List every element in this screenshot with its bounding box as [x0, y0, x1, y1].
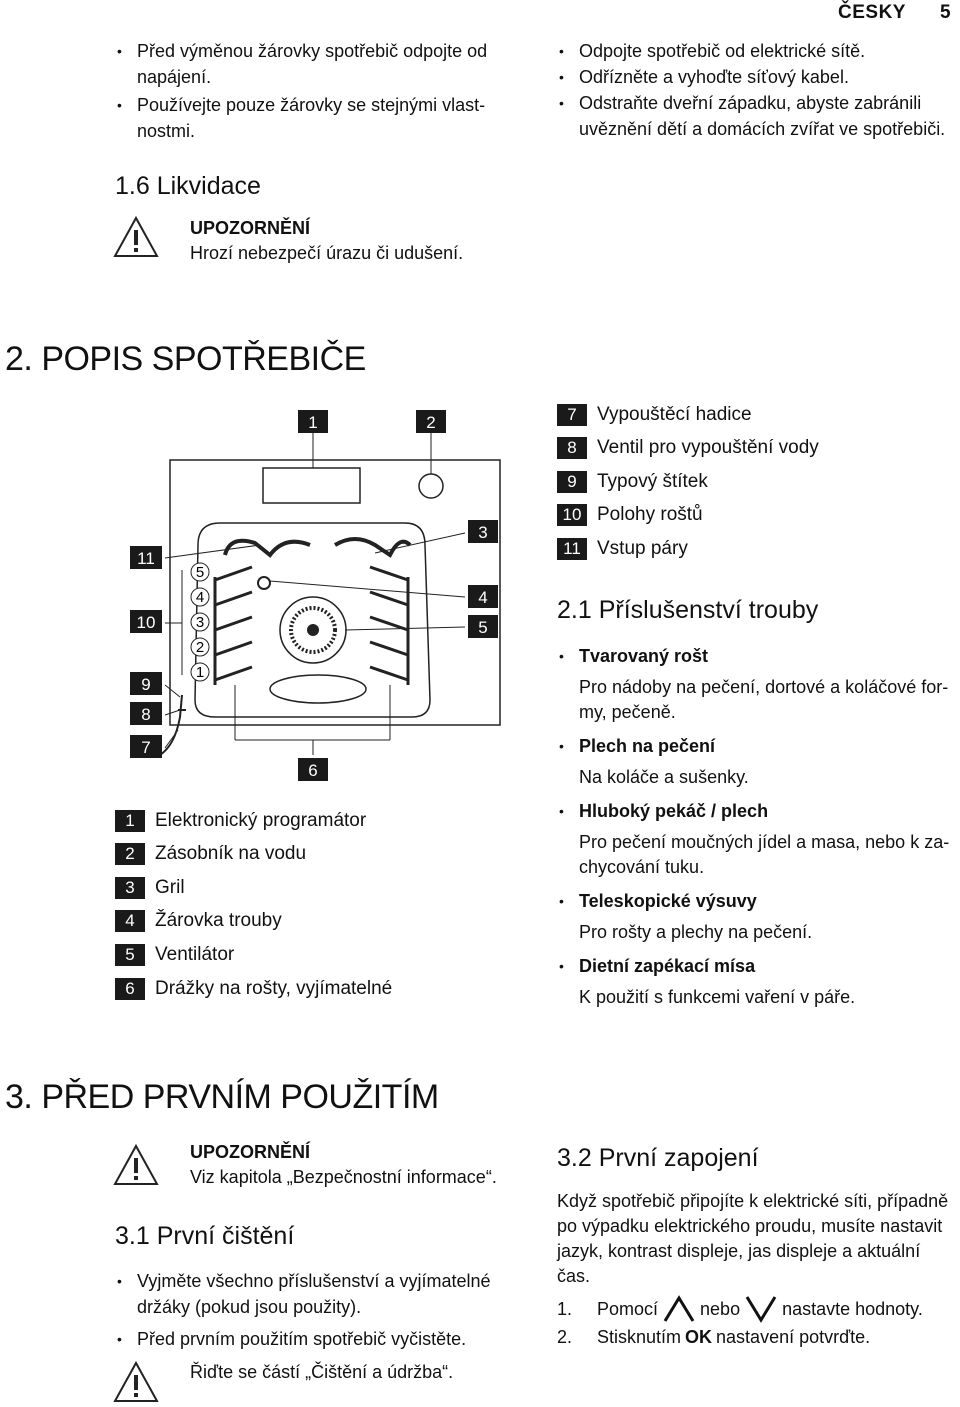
accessories-list — [557, 643, 957, 1010]
legend-text: Zásobník na vodu — [155, 843, 307, 864]
legend-text: Elektronický programátor — [155, 810, 367, 831]
legend-text: Drážky na rošty, vyjímatelné — [155, 978, 393, 999]
callout-label: 7 — [141, 738, 151, 757]
list-item — [557, 643, 957, 725]
chevron-down-icon — [743, 1294, 779, 1324]
callout-label: 2 — [426, 413, 436, 432]
legend-number: 10 — [557, 504, 587, 526]
section-title: Likvidace — [156, 172, 261, 200]
list-item: • Před výměnou žárovky spotřebič odpojte od napájení. — [115, 38, 515, 90]
callout-label: 5 — [478, 618, 488, 637]
legend-number: 1 — [115, 810, 145, 832]
oven-cavity — [195, 523, 430, 717]
fan-hub — [307, 624, 319, 636]
accessory-title: • Dietní zapékací mísa — [579, 956, 756, 976]
grill-element — [225, 539, 410, 555]
step-1 — [557, 1294, 923, 1324]
accessory-desc: K použití s funkcemi vaření v páře. — [579, 987, 856, 1007]
step-text: nastavte hodnoty. — [782, 1298, 923, 1319]
warning-icon — [112, 215, 160, 259]
section-number: 3.2 — [557, 1144, 592, 1172]
accessory-desc: Pro nádoby na pečení, dortové a koláčové formy, pečeně. — [579, 677, 949, 722]
section-1-6-heading — [115, 172, 261, 201]
info-warning-icon — [112, 1360, 160, 1404]
left-shelf-runners — [215, 567, 252, 685]
section-number: 2.1 — [557, 596, 592, 624]
accessory-title: • Teleskopické výsuvy — [579, 891, 757, 911]
section-title: PŘED PRVNÍM POUŽITÍM — [41, 1078, 439, 1116]
first-connection-paragraph: Když spotřebič připojíte k elektrické síti, případně po výpadku elektrického proudu, musíte nastavit jazyk, kontrast displeje, jas displeje a aktuální čas. — [557, 1191, 949, 1286]
step-text: Stisknutím — [597, 1327, 682, 1347]
legend-item — [115, 843, 306, 865]
callout-label: 4 — [478, 588, 488, 607]
legend-text: Vstup páry — [597, 538, 688, 559]
legend-item — [557, 471, 708, 493]
list-item: • Před prvním použitím spotřebič vyčistěte. — [115, 1326, 515, 1352]
section-title: Příslušenství trouby — [598, 596, 819, 624]
shelf-levels — [191, 563, 209, 681]
legend-number: 4 — [115, 910, 145, 932]
list-item: • Odstraňte dveřní západku, abyste zabránili uvěznění dětí a domácích zvířat ve spotřebiči. — [557, 90, 957, 142]
callout-label: 8 — [141, 705, 151, 724]
list-item: • Odpojte spotřebič od elektrické sítě. — [557, 38, 957, 64]
list-item — [557, 888, 957, 945]
cavity-floor — [270, 675, 366, 703]
accessory-desc: Pro rošty a plechy na pečení. — [579, 922, 813, 942]
legend-text: Vypouštěcí hadice — [597, 404, 752, 425]
section-3-1-heading — [115, 1222, 294, 1251]
legend-number: 6 — [115, 978, 145, 1000]
list-item — [557, 953, 957, 1010]
display-outline — [263, 468, 360, 503]
warning-icon — [112, 1143, 160, 1187]
shelf-level-label: 5 — [195, 564, 205, 581]
step-number: 1. — [557, 1298, 573, 1319]
warning-title: UPOZORNĚNÍ — [190, 1142, 311, 1162]
step-text: nastavení potvrďte. — [716, 1327, 871, 1347]
callout-label: 9 — [141, 675, 151, 694]
legend-number: 5 — [115, 944, 145, 966]
list-item: • Vyjměte všechno příslušenství a vyjímatelné držáky (pokud jsou použity). — [115, 1268, 515, 1320]
shelf-level-label: 1 — [195, 664, 205, 681]
callout-label: 3 — [478, 523, 488, 542]
list-item — [557, 798, 957, 880]
legend-number: 8 — [557, 437, 587, 459]
section-title: První čištění — [156, 1222, 295, 1250]
language-label: ČESKY — [838, 2, 906, 23]
warning-text: Viz kapitola „Bezpečnostní informace“. — [190, 1167, 497, 1187]
legend-item — [115, 810, 366, 832]
step-text: Pomocí — [597, 1298, 659, 1319]
accessory-desc: Pro pečení moučných jídel a masa, nebo k zachycování tuku. — [579, 832, 950, 877]
oven-body — [170, 460, 500, 725]
step-2 — [557, 1325, 870, 1350]
legend-item — [557, 404, 752, 426]
legend-number: 7 — [557, 404, 587, 426]
legend-number: 2 — [115, 843, 145, 865]
lamp-outline — [258, 577, 270, 589]
callout-label: 10 — [136, 613, 156, 632]
legend-text: Ventil pro vypouštění vody — [597, 437, 819, 458]
step-number: 2. — [557, 1327, 573, 1347]
legend-text: Polohy roštů — [597, 504, 703, 525]
section-2-heading — [5, 340, 366, 379]
chevron-up-icon — [661, 1294, 697, 1324]
legend-item — [557, 504, 703, 526]
intro-list-left — [115, 38, 515, 144]
right-shelf-runners — [370, 567, 408, 685]
shelf-level-label: 3 — [195, 614, 205, 631]
accessory-title: • Plech na pečení — [579, 736, 716, 756]
accessory-title: • Hluboký pekáč / plech — [579, 801, 769, 821]
callout-label: 6 — [308, 761, 318, 780]
accessory-title: • Tvarovaný rošt — [579, 646, 709, 666]
section-title: POPIS SPOTŘEBIČE — [41, 340, 366, 378]
legend-item — [557, 437, 819, 459]
legend-item — [557, 538, 688, 560]
section-2-1-heading — [557, 596, 818, 625]
legend-text: Typový štítek — [597, 471, 708, 492]
legend-number: 3 — [115, 877, 145, 899]
shelf-level-label: 4 — [195, 589, 205, 606]
section-number: 3. — [5, 1078, 33, 1116]
shelf-level-label: 2 — [195, 639, 205, 656]
accessory-desc: Na koláče a sušenky. — [579, 767, 749, 787]
legend-item — [115, 910, 282, 932]
callout-label: 11 — [137, 549, 155, 568]
intro-list-right — [557, 38, 957, 142]
legend-text: Gril — [155, 877, 185, 898]
page-number: 5 — [940, 2, 952, 23]
step-text: nebo — [700, 1298, 741, 1319]
legend-item — [115, 944, 234, 966]
section-number: 3.1 — [115, 1222, 150, 1250]
section-3-heading — [5, 1078, 439, 1117]
legend-item — [115, 877, 185, 899]
warning-title: UPOZORNĚNÍ — [190, 218, 311, 238]
ok-key-label: OK — [685, 1327, 713, 1347]
section-title: První zapojení — [598, 1144, 759, 1172]
warning-text: Hrozí nebezpečí úrazu či udušení. — [190, 243, 464, 263]
oven-diagram — [120, 405, 510, 785]
list-item: • Odřízněte a vyhoďte síťový kabel. — [557, 64, 957, 90]
legend-text: Žárovka trouby — [155, 910, 282, 931]
list-item: • Používejte pouze žárovky se stejnými vlastnostmi. — [115, 92, 515, 144]
water-tank-outline — [419, 474, 443, 498]
list-item — [557, 733, 957, 790]
legend-number: 9 — [557, 471, 587, 493]
callout-label: 1 — [308, 413, 318, 432]
legend-text: Ventilátor — [155, 944, 235, 965]
section-number: 1.6 — [115, 172, 150, 200]
legend-number: 11 — [557, 538, 587, 560]
legend-item — [115, 978, 392, 1000]
section-3-2-heading — [557, 1144, 759, 1173]
cleaning-list — [115, 1268, 515, 1352]
cleaning-note: Řiďte se částí „Čištění a údržba“. — [190, 1362, 454, 1382]
section-number: 2. — [5, 340, 33, 378]
